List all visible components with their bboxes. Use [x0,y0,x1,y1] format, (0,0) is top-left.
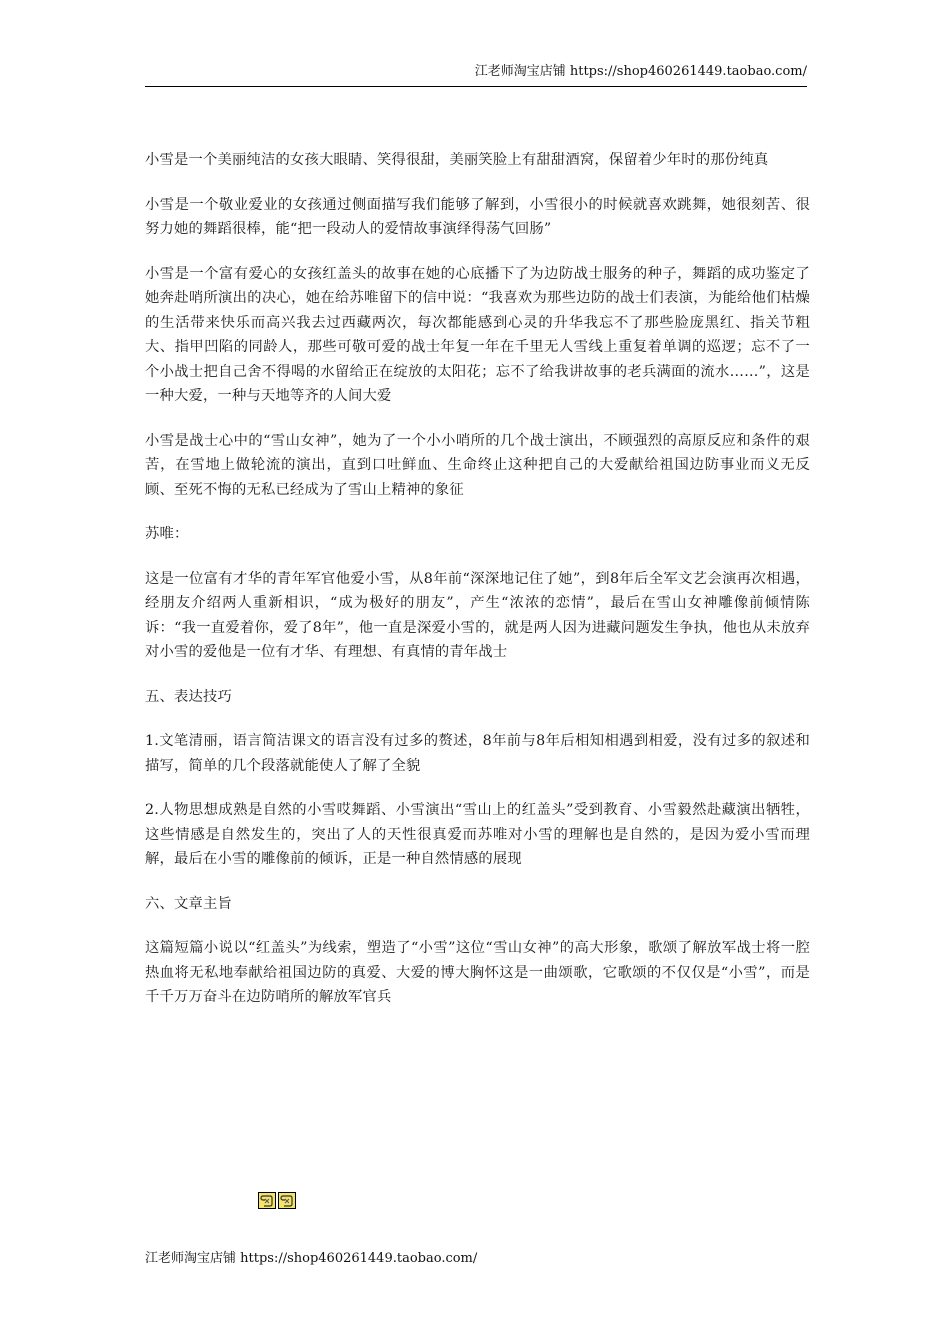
paragraph-xiaoxue-dedication: 小雪是一个敬业爱业的女孩通过侧面描写我们能够了解到，小雪很小的时候就喜欢跳舞，她很刻苦、很努力她的舞蹈很棒，能“把一段动人的爱情故事演绎得荡气回肠” [145,196,810,237]
page-footer [145,1249,477,1269]
document-body [145,148,810,1030]
section-heading-techniques: 五、表达技巧 [145,688,232,705]
paragraph-xiaoxue-beauty: 小雪是一个美丽纯洁的女孩大眼睛、笑得很甜，美丽笑脸上有甜甜酒窝，保留着少年时的那份纯真 [145,152,769,168]
scroll-icon [278,1192,296,1209]
footer-text: 江老师淘宝店铺 https://shop460261449.taobao.com/ [145,1251,478,1266]
paragraph-technique-1: 1.文笔清丽，语言简洁课文的语言没有过多的赘述，8年前与8年后相知相遇到相爱，没有过多的叙述和描写，简单的几个段落就能使人了解了全貌 [145,733,810,774]
paragraph-snow-goddess: 小雪是战士心中的“雪山女神”，她为了一个小小哨所的几个战士演出，不顾强烈的高原反应和条件的艰苦，在雪地上做轮流的演出，直到口吐鲜血、生命终止这种把自己的大爱献给祖国边防事业而义无反顾、至死不悔的无私已经成为了雪山上精神的象征 [145,432,810,498]
page-header [145,62,807,87]
paragraph-theme: 这篇短篇小说以“红盖头”为线索，塑造了“小雪”这位“雪山女神”的高大形象，歌颂了解放军战士将一腔热血将无私地奉献给祖国边防的真爱、大爱的博大胸怀这是一曲颂歌，它歌颂的不仅仅是“小雪”，而是千千万万奋斗在边防哨所的解放军官兵 [145,940,810,1005]
decorative-icons [258,1192,296,1209]
header-text: 江老师淘宝店铺 https://shop460261449.taobao.com/ [474,64,807,79]
paragraph-technique-2: 2.人物思想成熟是自然的小雪哎舞蹈、小雪演出“雪山上的红盖头”受到教育、小雪毅然赴藏演出牺牲，这些情感是自然发生的，突出了人的天性很真爱而苏唯对小雪的理解也是自然的，是因为爱小雪而理解，最后在小雪的雕像前的倾诉，正是一种自然情感的展现 [145,802,810,867]
paragraph-xiaoxue-love: 小雪是一个富有爱心的女孩红盖头的故事在她的心底播下了为边防战士服务的种子，舞蹈的成功鉴定了她奔赴哨所演出的决心，她在给苏唯留下的信中说：“我喜欢为那些边防的战士们表演，为能给他们枯燥的生活带来快乐而高兴我去过西藏两次，每次都能感到心灵的升华我忘不了那些脸庞黑红、指关节粗大、指甲凹陷的同龄人，那些可敬可爱的战士年复一年在千里无人雪线上重复着单调的巡逻；忘不了一个小战士把自己舍不得喝的水留给正在绽放的太阳花；忘不了给我讲故事的老兵满面的流水……”，这是一种大爱，一种与天地等齐的人间大爱 [145,265,810,404]
scroll-icon [258,1192,276,1209]
section-heading-suwei: 苏唯： [145,526,189,542]
paragraph-suwei: 这是一位富有才华的青年军官他爱小雪，从8年前“深深地记住了她”，到8年后全军文艺会演再次相遇，经朋友介绍两人重新相识，“成为极好的朋友”，产生“浓浓的恋情”，最后在雪山女神雕像前倾情陈诉：“我一直爱着你，爱了8年”，他一直是深爱小雪的，就是两人因为进藏问题发生争执，他也从未放弃对小雪的爱他是一位有才华、有理想、有真情的青年战士 [145,570,810,660]
section-heading-theme: 六、文章主旨 [145,895,232,912]
